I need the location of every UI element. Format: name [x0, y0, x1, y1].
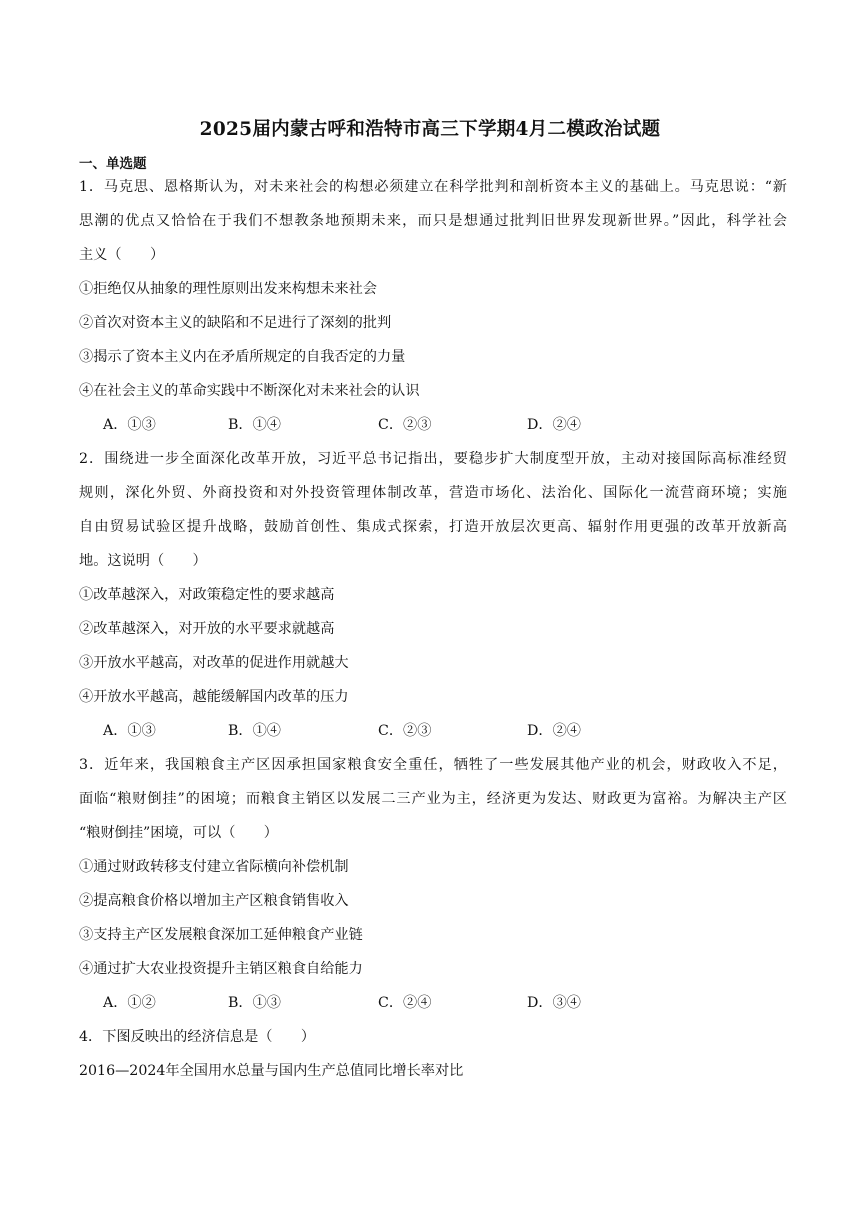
q1-option-c: C．②③	[378, 417, 432, 433]
exam-title: 2025届内蒙古呼和浩特市高三下学期4月二模政治试题	[199, 119, 661, 140]
q3-stem-line-3: “粮财倒挂”困境，可以（ ）	[79, 825, 278, 841]
q3-stem-line-1: 3．近年来，我国粮食主产区因承担国家粮食安全重任，牺牲了一些发展其他产业的机会，财政收入不足，	[79, 757, 787, 773]
q2-stem-line-1: 2．围绕进一步全面深化改革开放，习近平总书记指出，要稳步扩大制度型开放，主动对接国际高标准经贸	[79, 451, 787, 467]
q1-item-3: ③揭示了资本主义内在矛盾所规定的自我否定的力量	[79, 349, 406, 365]
q2-stem-line-4: 地。这说明（ ）	[79, 553, 207, 569]
q1-stem-line-2: 思潮的优点又恰恰在于我们不想教条地预期未来，而只是想通过批判旧世界发现新世界。”因此，科学社会	[79, 213, 787, 229]
q3-option-c: C．②④	[378, 995, 432, 1011]
q4-chart-caption: 2016—2024年全国用水总量与国内生产总值同比增长率对比	[79, 1063, 464, 1079]
q3-item-3: ③支持主产区发展粮食深加工延伸粮食产业链	[79, 927, 363, 943]
q2-item-2: ②改革越深入，对开放的水平要求就越高	[79, 621, 335, 637]
q2-stem-line-2: 规则，深化外贸、外商投资和对外投资管理体制改革，营造市场化、法治化、国际化一流营商环境；实施	[79, 485, 787, 501]
q1-option-b: B．①④	[228, 417, 281, 433]
q1-item-1: ①拒绝仅从抽象的理性原则出发来构想未来社会	[79, 281, 377, 297]
q2-item-3: ③开放水平越高，对改革的促进作用就越大	[79, 655, 349, 671]
q1-stem-line-3: 主义（ ）	[79, 247, 165, 263]
q2-item-1: ①改革越深入，对政策稳定性的要求越高	[79, 587, 335, 603]
q2-option-d: D．②④	[527, 723, 581, 739]
q3-item-1: ①通过财政转移支付建立省际横向补偿机制	[79, 859, 349, 875]
q3-option-d: D．③④	[527, 995, 581, 1011]
q3-option-b: B．①③	[228, 995, 281, 1011]
q2-stem-line-3: 自由贸易试验区提升战略，鼓励首创性、集成式探索，打造开放层次更高、辐射作用更强的改革开放新高	[79, 519, 787, 535]
q1-option-a: A．①③	[103, 417, 156, 433]
q2-option-c: C．②③	[378, 723, 432, 739]
q1-item-2: ②首次对资本主义的缺陷和不足进行了深刻的批判	[79, 315, 392, 331]
q2-option-b: B．①④	[228, 723, 281, 739]
q1-option-d: D．②④	[527, 417, 581, 433]
q2-option-a: A．①③	[103, 723, 156, 739]
q3-item-2: ②提高粮食价格以增加主产区粮食销售收入	[79, 893, 349, 909]
q3-option-a: A．①②	[103, 995, 156, 1011]
q3-item-4: ④通过扩大农业投资提升主销区粮食自给能力	[79, 961, 363, 977]
q1-stem-line-1: 1．马克思、恩格斯认为，对未来社会的构想必须建立在科学批判和剖析资本主义的基础上。马克思说：“新	[79, 179, 787, 195]
q2-item-4: ④开放水平越高，越能缓解国内改革的压力	[79, 689, 349, 705]
section-heading: 一、单选题	[79, 156, 147, 172]
q4-stem-line-1: 4．下图反映出的经济信息是（ ）	[79, 1029, 316, 1045]
q1-item-4: ④在社会主义的革命实践中不断深化对未来社会的认识	[79, 383, 420, 399]
q3-stem-line-2: 面临“粮财倒挂”的困境；而粮食主销区以发展二三产业为主，经济更为发达、财政更为富裕。为解决主产区	[79, 791, 787, 807]
